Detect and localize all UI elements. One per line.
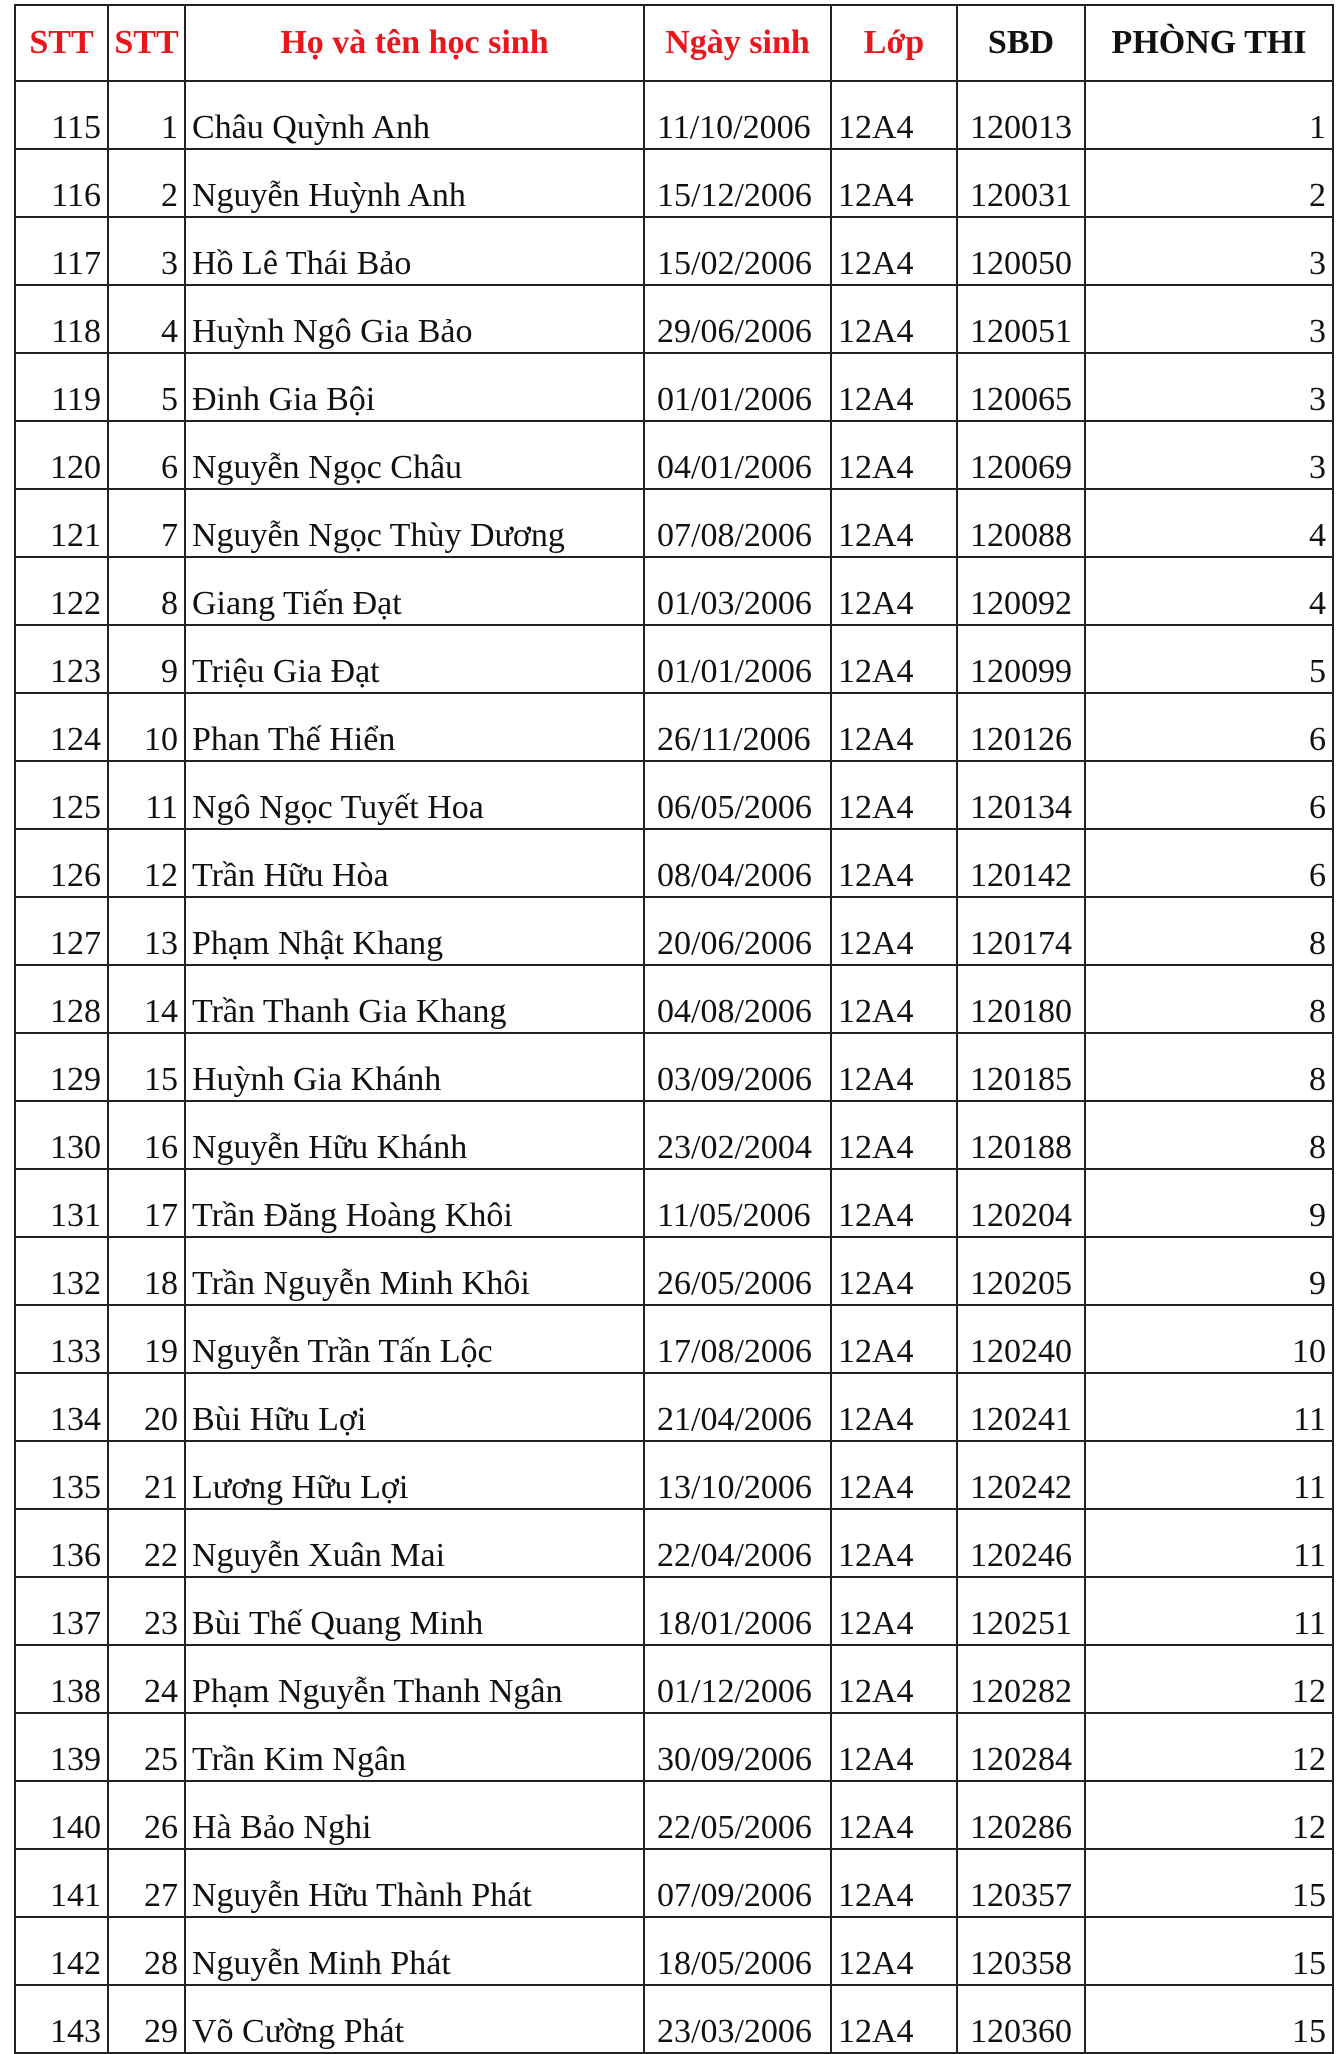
cell-stt-global: 131 bbox=[15, 1169, 108, 1237]
cell-class: 12A4 bbox=[831, 625, 957, 693]
cell-stt-global: 116 bbox=[15, 149, 108, 217]
cell-birth-date: 20/06/2006 bbox=[644, 897, 831, 965]
table-row bbox=[15, 353, 1333, 421]
cell-exam-room: 3 bbox=[1085, 353, 1333, 421]
cell-full-name: Trần Hữu Hòa bbox=[185, 829, 644, 897]
table-row bbox=[15, 557, 1333, 625]
header-full-name: Họ và tên học sinh bbox=[185, 5, 644, 81]
cell-stt-class: 18 bbox=[108, 1237, 185, 1305]
cell-birth-date: 15/02/2006 bbox=[644, 217, 831, 285]
cell-sbd: 120174 bbox=[957, 897, 1085, 965]
cell-stt-global: 143 bbox=[15, 1985, 108, 2053]
cell-sbd: 120240 bbox=[957, 1305, 1085, 1373]
cell-sbd: 120134 bbox=[957, 761, 1085, 829]
cell-full-name: Nguyễn Ngọc Châu bbox=[185, 421, 644, 489]
table-row bbox=[15, 1237, 1333, 1305]
cell-exam-room: 4 bbox=[1085, 489, 1333, 557]
cell-full-name: Nguyễn Hữu Thành Phát bbox=[185, 1849, 644, 1917]
cell-full-name: Nguyễn Trần Tấn Lộc bbox=[185, 1305, 644, 1373]
cell-class: 12A4 bbox=[831, 761, 957, 829]
cell-stt-global: 140 bbox=[15, 1781, 108, 1849]
cell-exam-room: 11 bbox=[1085, 1373, 1333, 1441]
cell-exam-room: 12 bbox=[1085, 1645, 1333, 1713]
cell-stt-global: 127 bbox=[15, 897, 108, 965]
cell-full-name: Phan Thế Hiển bbox=[185, 693, 644, 761]
cell-stt-class: 4 bbox=[108, 285, 185, 353]
cell-sbd: 120357 bbox=[957, 1849, 1085, 1917]
cell-exam-room: 11 bbox=[1085, 1577, 1333, 1645]
cell-full-name: Châu Quỳnh Anh bbox=[185, 81, 644, 149]
cell-class: 12A4 bbox=[831, 1509, 957, 1577]
cell-exam-room: 6 bbox=[1085, 829, 1333, 897]
cell-class: 12A4 bbox=[831, 421, 957, 489]
cell-stt-class: 11 bbox=[108, 761, 185, 829]
cell-full-name: Nguyễn Huỳnh Anh bbox=[185, 149, 644, 217]
cell-birth-date: 22/04/2006 bbox=[644, 1509, 831, 1577]
cell-full-name: Giang Tiến Đạt bbox=[185, 557, 644, 625]
table-row bbox=[15, 761, 1333, 829]
cell-sbd: 120050 bbox=[957, 217, 1085, 285]
cell-birth-date: 01/12/2006 bbox=[644, 1645, 831, 1713]
cell-stt-global: 130 bbox=[15, 1101, 108, 1169]
cell-sbd: 120188 bbox=[957, 1101, 1085, 1169]
cell-stt-class: 9 bbox=[108, 625, 185, 693]
cell-exam-room: 12 bbox=[1085, 1781, 1333, 1849]
table-row bbox=[15, 1985, 1333, 2053]
cell-exam-room: 9 bbox=[1085, 1237, 1333, 1305]
header-stt-global: STT bbox=[15, 5, 108, 81]
cell-stt-class: 12 bbox=[108, 829, 185, 897]
cell-birth-date: 04/08/2006 bbox=[644, 965, 831, 1033]
cell-class: 12A4 bbox=[831, 1781, 957, 1849]
cell-exam-room: 11 bbox=[1085, 1509, 1333, 1577]
cell-full-name: Hà Bảo Nghi bbox=[185, 1781, 644, 1849]
cell-birth-date: 30/09/2006 bbox=[644, 1713, 831, 1781]
table-row bbox=[15, 1713, 1333, 1781]
cell-full-name: Trần Kim Ngân bbox=[185, 1713, 644, 1781]
cell-stt-global: 138 bbox=[15, 1645, 108, 1713]
cell-full-name: Nguyễn Xuân Mai bbox=[185, 1509, 644, 1577]
cell-class: 12A4 bbox=[831, 353, 957, 421]
table-row bbox=[15, 693, 1333, 761]
table-row bbox=[15, 1101, 1333, 1169]
table-row bbox=[15, 1033, 1333, 1101]
table-row bbox=[15, 1441, 1333, 1509]
cell-stt-class: 13 bbox=[108, 897, 185, 965]
cell-stt-class: 28 bbox=[108, 1917, 185, 1985]
cell-birth-date: 03/09/2006 bbox=[644, 1033, 831, 1101]
cell-sbd: 120088 bbox=[957, 489, 1085, 557]
cell-stt-global: 133 bbox=[15, 1305, 108, 1373]
cell-stt-global: 135 bbox=[15, 1441, 108, 1509]
cell-full-name: Trần Nguyễn Minh Khôi bbox=[185, 1237, 644, 1305]
cell-birth-date: 04/01/2006 bbox=[644, 421, 831, 489]
cell-stt-class: 10 bbox=[108, 693, 185, 761]
cell-stt-global: 121 bbox=[15, 489, 108, 557]
cell-exam-room: 3 bbox=[1085, 217, 1333, 285]
cell-stt-global: 119 bbox=[15, 353, 108, 421]
cell-class: 12A4 bbox=[831, 81, 957, 149]
cell-exam-room: 5 bbox=[1085, 625, 1333, 693]
header-sbd: SBD bbox=[957, 5, 1085, 81]
cell-birth-date: 18/05/2006 bbox=[644, 1917, 831, 1985]
cell-sbd: 120069 bbox=[957, 421, 1085, 489]
cell-full-name: Phạm Nguyễn Thanh Ngân bbox=[185, 1645, 644, 1713]
cell-stt-class: 19 bbox=[108, 1305, 185, 1373]
cell-exam-room: 1 bbox=[1085, 81, 1333, 149]
table-row bbox=[15, 1169, 1333, 1237]
cell-stt-global: 142 bbox=[15, 1917, 108, 1985]
cell-exam-room: 9 bbox=[1085, 1169, 1333, 1237]
cell-stt-class: 26 bbox=[108, 1781, 185, 1849]
cell-class: 12A4 bbox=[831, 1849, 957, 1917]
cell-full-name: Phạm Nhật Khang bbox=[185, 897, 644, 965]
cell-full-name: Nguyễn Ngọc Thùy Dương bbox=[185, 489, 644, 557]
cell-sbd: 120142 bbox=[957, 829, 1085, 897]
cell-full-name: Bùi Thế Quang Minh bbox=[185, 1577, 644, 1645]
cell-stt-global: 118 bbox=[15, 285, 108, 353]
cell-stt-global: 122 bbox=[15, 557, 108, 625]
table-row bbox=[15, 1645, 1333, 1713]
cell-birth-date: 01/01/2006 bbox=[644, 353, 831, 421]
cell-full-name: Trần Thanh Gia Khang bbox=[185, 965, 644, 1033]
cell-stt-global: 128 bbox=[15, 965, 108, 1033]
table-row bbox=[15, 1849, 1333, 1917]
cell-birth-date: 06/05/2006 bbox=[644, 761, 831, 829]
cell-full-name: Võ Cường Phát bbox=[185, 1985, 644, 2053]
table-row bbox=[15, 897, 1333, 965]
cell-exam-room: 11 bbox=[1085, 1441, 1333, 1509]
cell-sbd: 120180 bbox=[957, 965, 1085, 1033]
cell-sbd: 120358 bbox=[957, 1917, 1085, 1985]
cell-sbd: 120251 bbox=[957, 1577, 1085, 1645]
cell-stt-class: 8 bbox=[108, 557, 185, 625]
cell-full-name: Hồ Lê Thái Bảo bbox=[185, 217, 644, 285]
table-row bbox=[15, 829, 1333, 897]
cell-full-name: Lương Hữu Lợi bbox=[185, 1441, 644, 1509]
cell-class: 12A4 bbox=[831, 489, 957, 557]
cell-sbd: 120092 bbox=[957, 557, 1085, 625]
cell-stt-global: 125 bbox=[15, 761, 108, 829]
cell-class: 12A4 bbox=[831, 1441, 957, 1509]
table-row bbox=[15, 1781, 1333, 1849]
cell-exam-room: 4 bbox=[1085, 557, 1333, 625]
table-body bbox=[15, 81, 1333, 2053]
cell-exam-room: 8 bbox=[1085, 897, 1333, 965]
table-row bbox=[15, 489, 1333, 557]
cell-sbd: 120065 bbox=[957, 353, 1085, 421]
table-header-row bbox=[15, 5, 1333, 81]
cell-full-name: Ngô Ngọc Tuyết Hoa bbox=[185, 761, 644, 829]
table-row bbox=[15, 285, 1333, 353]
cell-stt-global: 129 bbox=[15, 1033, 108, 1101]
cell-sbd: 120126 bbox=[957, 693, 1085, 761]
cell-stt-global: 136 bbox=[15, 1509, 108, 1577]
cell-stt-class: 25 bbox=[108, 1713, 185, 1781]
cell-exam-room: 10 bbox=[1085, 1305, 1333, 1373]
cell-class: 12A4 bbox=[831, 1237, 957, 1305]
cell-birth-date: 07/08/2006 bbox=[644, 489, 831, 557]
cell-class: 12A4 bbox=[831, 1645, 957, 1713]
cell-full-name: Trần Đăng Hoàng Khôi bbox=[185, 1169, 644, 1237]
cell-exam-room: 6 bbox=[1085, 761, 1333, 829]
cell-class: 12A4 bbox=[831, 1305, 957, 1373]
table-row bbox=[15, 1917, 1333, 1985]
header-stt-class: STT bbox=[108, 5, 185, 81]
cell-birth-date: 26/11/2006 bbox=[644, 693, 831, 761]
cell-stt-class: 22 bbox=[108, 1509, 185, 1577]
cell-class: 12A4 bbox=[831, 897, 957, 965]
cell-birth-date: 18/01/2006 bbox=[644, 1577, 831, 1645]
cell-stt-class: 6 bbox=[108, 421, 185, 489]
cell-birth-date: 22/05/2006 bbox=[644, 1781, 831, 1849]
cell-class: 12A4 bbox=[831, 829, 957, 897]
cell-full-name: Nguyễn Minh Phát bbox=[185, 1917, 644, 1985]
cell-birth-date: 21/04/2006 bbox=[644, 1373, 831, 1441]
cell-stt-class: 7 bbox=[108, 489, 185, 557]
cell-stt-class: 20 bbox=[108, 1373, 185, 1441]
cell-stt-global: 141 bbox=[15, 1849, 108, 1917]
cell-stt-class: 16 bbox=[108, 1101, 185, 1169]
cell-stt-class: 27 bbox=[108, 1849, 185, 1917]
cell-exam-room: 8 bbox=[1085, 1033, 1333, 1101]
cell-stt-class: 2 bbox=[108, 149, 185, 217]
cell-sbd: 120013 bbox=[957, 81, 1085, 149]
cell-birth-date: 01/01/2006 bbox=[644, 625, 831, 693]
cell-stt-class: 23 bbox=[108, 1577, 185, 1645]
cell-stt-class: 24 bbox=[108, 1645, 185, 1713]
cell-stt-global: 137 bbox=[15, 1577, 108, 1645]
cell-birth-date: 15/12/2006 bbox=[644, 149, 831, 217]
cell-birth-date: 08/04/2006 bbox=[644, 829, 831, 897]
cell-class: 12A4 bbox=[831, 285, 957, 353]
cell-stt-global: 134 bbox=[15, 1373, 108, 1441]
cell-class: 12A4 bbox=[831, 1033, 957, 1101]
cell-full-name: Huỳnh Gia Khánh bbox=[185, 1033, 644, 1101]
cell-sbd: 120284 bbox=[957, 1713, 1085, 1781]
cell-class: 12A4 bbox=[831, 1577, 957, 1645]
cell-stt-class: 15 bbox=[108, 1033, 185, 1101]
cell-class: 12A4 bbox=[831, 149, 957, 217]
cell-stt-class: 1 bbox=[108, 81, 185, 149]
cell-class: 12A4 bbox=[831, 557, 957, 625]
cell-birth-date: 17/08/2006 bbox=[644, 1305, 831, 1373]
cell-class: 12A4 bbox=[831, 965, 957, 1033]
table-row bbox=[15, 217, 1333, 285]
cell-birth-date: 11/10/2006 bbox=[644, 81, 831, 149]
cell-exam-room: 8 bbox=[1085, 965, 1333, 1033]
cell-sbd: 120185 bbox=[957, 1033, 1085, 1101]
student-exam-room-sheet bbox=[14, 4, 1334, 2054]
cell-exam-room: 6 bbox=[1085, 693, 1333, 761]
cell-class: 12A4 bbox=[831, 1917, 957, 1985]
cell-birth-date: 26/05/2006 bbox=[644, 1237, 831, 1305]
cell-exam-room: 2 bbox=[1085, 149, 1333, 217]
cell-birth-date: 01/03/2006 bbox=[644, 557, 831, 625]
cell-full-name: Bùi Hữu Lợi bbox=[185, 1373, 644, 1441]
cell-stt-global: 123 bbox=[15, 625, 108, 693]
cell-class: 12A4 bbox=[831, 217, 957, 285]
table-row bbox=[15, 149, 1333, 217]
cell-sbd: 120031 bbox=[957, 149, 1085, 217]
cell-exam-room: 15 bbox=[1085, 1917, 1333, 1985]
cell-sbd: 120282 bbox=[957, 1645, 1085, 1713]
cell-class: 12A4 bbox=[831, 1101, 957, 1169]
cell-sbd: 120204 bbox=[957, 1169, 1085, 1237]
cell-full-name: Triệu Gia Đạt bbox=[185, 625, 644, 693]
cell-birth-date: 07/09/2006 bbox=[644, 1849, 831, 1917]
table-row bbox=[15, 965, 1333, 1033]
cell-exam-room: 15 bbox=[1085, 1985, 1333, 2053]
header-exam-room: PHÒNG THI bbox=[1085, 5, 1333, 81]
cell-birth-date: 13/10/2006 bbox=[644, 1441, 831, 1509]
cell-stt-class: 5 bbox=[108, 353, 185, 421]
cell-stt-global: 124 bbox=[15, 693, 108, 761]
cell-sbd: 120205 bbox=[957, 1237, 1085, 1305]
student-table bbox=[14, 4, 1334, 2054]
cell-stt-global: 132 bbox=[15, 1237, 108, 1305]
cell-exam-room: 3 bbox=[1085, 421, 1333, 489]
cell-birth-date: 23/03/2006 bbox=[644, 1985, 831, 2053]
cell-stt-class: 17 bbox=[108, 1169, 185, 1237]
cell-stt-class: 3 bbox=[108, 217, 185, 285]
cell-class: 12A4 bbox=[831, 1985, 957, 2053]
cell-sbd: 120286 bbox=[957, 1781, 1085, 1849]
cell-full-name: Huỳnh Ngô Gia Bảo bbox=[185, 285, 644, 353]
cell-class: 12A4 bbox=[831, 1169, 957, 1237]
header-birth-date: Ngày sinh bbox=[644, 5, 831, 81]
table-row bbox=[15, 421, 1333, 489]
table-row bbox=[15, 81, 1333, 149]
cell-stt-global: 139 bbox=[15, 1713, 108, 1781]
cell-class: 12A4 bbox=[831, 1373, 957, 1441]
cell-stt-global: 117 bbox=[15, 217, 108, 285]
cell-stt-class: 14 bbox=[108, 965, 185, 1033]
cell-stt-global: 120 bbox=[15, 421, 108, 489]
cell-stt-global: 126 bbox=[15, 829, 108, 897]
header-class: Lớp bbox=[831, 5, 957, 81]
cell-sbd: 120242 bbox=[957, 1441, 1085, 1509]
cell-birth-date: 11/05/2006 bbox=[644, 1169, 831, 1237]
cell-sbd: 120360 bbox=[957, 1985, 1085, 2053]
table-row bbox=[15, 1373, 1333, 1441]
cell-full-name: Đinh Gia Bội bbox=[185, 353, 644, 421]
cell-class: 12A4 bbox=[831, 693, 957, 761]
table-row bbox=[15, 625, 1333, 693]
cell-sbd: 120051 bbox=[957, 285, 1085, 353]
cell-stt-class: 29 bbox=[108, 1985, 185, 2053]
cell-sbd: 120241 bbox=[957, 1373, 1085, 1441]
table-row bbox=[15, 1577, 1333, 1645]
table-row bbox=[15, 1509, 1333, 1577]
cell-full-name: Nguyễn Hữu Khánh bbox=[185, 1101, 644, 1169]
cell-class: 12A4 bbox=[831, 1713, 957, 1781]
cell-exam-room: 3 bbox=[1085, 285, 1333, 353]
table-row bbox=[15, 1305, 1333, 1373]
cell-birth-date: 29/06/2006 bbox=[644, 285, 831, 353]
cell-exam-room: 15 bbox=[1085, 1849, 1333, 1917]
cell-birth-date: 23/02/2004 bbox=[644, 1101, 831, 1169]
cell-stt-class: 21 bbox=[108, 1441, 185, 1509]
cell-sbd: 120246 bbox=[957, 1509, 1085, 1577]
cell-stt-global: 115 bbox=[15, 81, 108, 149]
cell-exam-room: 12 bbox=[1085, 1713, 1333, 1781]
cell-sbd: 120099 bbox=[957, 625, 1085, 693]
cell-exam-room: 8 bbox=[1085, 1101, 1333, 1169]
